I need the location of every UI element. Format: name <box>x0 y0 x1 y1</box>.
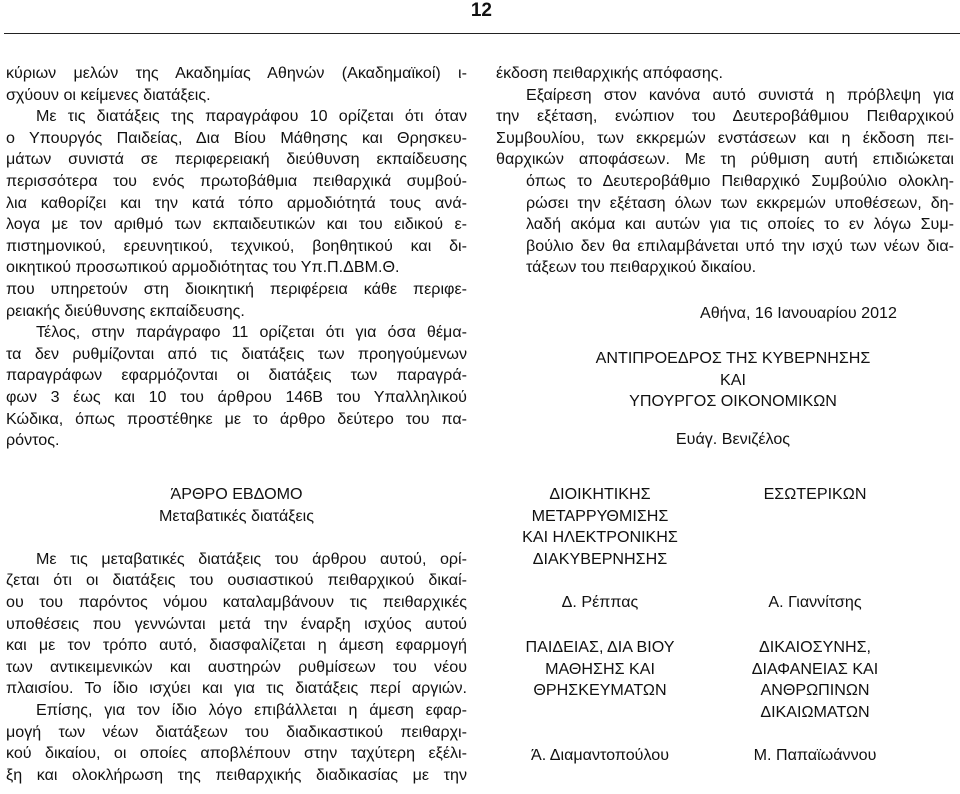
text-line: μογή των νέων διατάξεων του διαδικαστικού πειθαρχι- <box>6 722 467 741</box>
text-line: θαρχικών αποφάσεων. Με τη ρύθμιση αυτή επιδιώκεται <box>496 150 954 169</box>
text-line: υποθέσεις που γεννώνται μετά την έναρξη ισχύος αυτού <box>6 614 467 633</box>
text-line: τα δεν ρυθμίζονται από τις διατάξεις των προηγούμενων <box>6 344 467 363</box>
signature-justice <box>710 637 920 767</box>
signature-education <box>495 637 705 767</box>
text-line: ρόντος. <box>6 431 60 450</box>
signatory-title: ΔΙΚΑΙΩΜΑΤΩΝ <box>760 702 870 721</box>
text-line: Τέλος, στην παράγραφο 11 ορίζεται ότι για όσα θέμα- <box>36 323 467 342</box>
text-line: τάξεων του πειθαρχικού δικαίου. <box>526 258 757 277</box>
signatory-name: Μ. Παπαϊωάννου <box>753 745 877 764</box>
signatory-title: ΥΠΟΥΡΓΟΣ ΟΙΚΟΝΟΜΙΚΩΝ <box>629 392 837 411</box>
spacer <box>6 527 467 549</box>
signatory-title: ΔΙΑΚΥΒΕΡΝΗΣΗΣ <box>532 549 668 568</box>
signatory-title: ΠΑΙΔΕΙΑΣ, ΔΙΑ ΒΙΟΥ <box>525 638 675 656</box>
signatory-name: Α. Γιαννίτσης <box>768 592 862 611</box>
signatory-name: Ά. Διαμαντοπούλου <box>530 745 670 764</box>
spacer <box>710 506 920 592</box>
text-line: των αντικειμενικών και αυστηρών ρυθμίσεων του νέου <box>6 657 467 676</box>
text-line: βούλιο δεν θα επιλαμβάνεται υπό την ισχύ των νέων δια- <box>526 236 954 255</box>
text-line: όπως το Δευτεροβάθμιο Πειθαρχικό Συμβούλιο ολοκλη- <box>526 171 954 190</box>
text-line: λαδή ακόμα και αυτών για τις οποίες το εν λόγω Συμ- <box>526 215 954 234</box>
left-column-text <box>6 63 467 452</box>
date-place <box>700 303 960 325</box>
signature-admin-reform <box>495 484 705 614</box>
text-line: Συμβουλίου, των εκκρεμών ενστάσεων και η έκδοση πει- <box>496 128 954 147</box>
page-header <box>0 0 960 46</box>
text-line: Με τις διατάξεις της παραγράφου 10 ορίζεται ότι όταν <box>36 107 467 126</box>
text-line: περισσότερα του ενός πρωτοβάθμια πειθαρχικά συμβού- <box>6 171 467 190</box>
text-line: ο Υπουργός Παιδείας, Δια Βίου Μάθησης και Θρησκευ- <box>6 128 467 147</box>
text-line: ρειακής διεύθυνσης εκπαίδευσης. <box>6 301 245 320</box>
text-line: λογα με τον αριθμό των εκπαιδευτικών και του ειδικού ε- <box>6 215 467 234</box>
signature-interior <box>710 484 920 614</box>
header-rule <box>4 33 960 34</box>
text-line: ου του παρόντος νόμου καταλαμβάνουν τις πειθαρχικές <box>6 592 467 611</box>
page-number: 12 <box>470 0 492 21</box>
text-line: που υπηρετούν στη διοικητική περιφέρεια κάθε περιφε- <box>6 279 467 298</box>
text-line: Επίσης, για τον ίδιο λόγο επιβάλλεται η άμεση εφαρ- <box>36 700 467 719</box>
signatory-title: ΔΙΑΦΑΝΕΙΑΣ ΚΑΙ <box>751 659 879 678</box>
text-line: έκδοση πειθαρχικής απόφασης. <box>496 64 724 82</box>
text-line: Με τις μεταβατικές διατάξεις του άρθρου αυτού, ορί- <box>36 549 467 568</box>
text-line: παραγράφων εφαρμόζονται οι διατάξεις των παραγρά- <box>6 366 467 385</box>
text-line: οικητικού προσωπικού αρμοδιότητας του Υπ.Π.ΔΒΜ.Θ. <box>6 258 400 277</box>
text-line: ζεται ότι οι διατάξεις του ουσιαστικού πειθαρχικού δικαί- <box>6 571 467 590</box>
signature-deputy-pm <box>560 348 906 450</box>
text-line: σχύουν οι κείμενες διατάξεις. <box>6 85 211 104</box>
article-section <box>6 484 467 786</box>
text-line: κού δικαίου, οι οποίες αποβλέπουν στην ταχύτερη εξέλι- <box>6 744 467 763</box>
signatory-title: ΚΑΙ <box>720 370 746 389</box>
signatory-title: ΔΙΟΙΚΗΤΙΚΗΣ <box>549 485 651 503</box>
signatory-title: ΜΕΤΑΡΡΥΘΜΙΣΗΣ <box>531 506 669 525</box>
signatory-title: ΔΙΚΑΙΟΣΥΝΗΣ, <box>758 638 872 656</box>
text-line: πιστημονικού, ερευνητικού, τεχνικού, βοηθητικού και δι- <box>6 236 467 255</box>
text-line: πλαισίου. Το ίδιο ισχύει και για τις διατάξεις περί αργιών. <box>6 679 467 698</box>
signatory-name: Δ. Ρέππας <box>561 592 639 611</box>
signatory-title: ΑΝΤΙΠΡΟΕΔΡΟΣ ΤΗΣ ΚΥΒΕΡΝΗΣΗΣ <box>595 349 871 367</box>
article-subheading: Μεταβατικές διατάξεις <box>159 506 314 525</box>
text-line: Εξαίρεση στον κανόνα αυτό συνιστά η πρόβλεψη για <box>526 85 954 104</box>
text-line: και με τον τρόπο αυτό, διασφαλίζεται η άμεση εφαρμογή <box>6 636 467 655</box>
text-line: Κώδικα, όπως προστέθηκε με το άρθρο δεύτερο του πα- <box>6 409 467 428</box>
text-line: φων 3 έως και 10 του άρθρου 146Β του Υπαλληλικού <box>6 387 467 406</box>
spacer <box>710 723 920 745</box>
text-line: μάτων συνιστά σε περιφερειακή διεύθυνση εκπαίδευσης <box>6 150 467 169</box>
right-column-text <box>496 63 954 279</box>
spacer <box>495 570 705 592</box>
signatory-title: ΑΝΘΡΩΠΙΝΩΝ <box>760 681 870 700</box>
text-line: λια καθορίζει και την κατά τόπο αρμοδιότητά τους ανά- <box>6 193 467 212</box>
date-place-text: Αθήνα, 16 Ιανουαρίου 2012 <box>700 304 897 322</box>
spacer <box>495 702 705 745</box>
signatory-title: ΚΑΙ ΗΛΕΚΤΡΟΝΙΚΗΣ <box>522 528 678 547</box>
text-line: την εξέταση, ενώπιον του Δευτεροβάθμιου Πειθαρχικού <box>496 107 954 126</box>
signatory-name: Ευάγ. Βενιζέλος <box>675 429 791 448</box>
signatory-title: ΘΡΗΣΚΕΥΜΑΤΩΝ <box>533 681 667 700</box>
article-heading: ΆΡΘΡΟ ΕΒΔΟΜΟ <box>170 485 303 503</box>
text-line: ξη και ολοκλήρωση της πειθαρχικής διαδικασίας με την <box>6 765 467 784</box>
signatory-title: ΕΣΩΤΕΡΙΚΩΝ <box>763 485 867 503</box>
spacer <box>560 413 906 429</box>
text-line: ρώσει την εξέταση όλων των εκκρεμών υποθέσεων, δη- <box>526 193 954 212</box>
signatory-title: ΜΑΘΗΣΗΣ ΚΑΙ <box>545 659 655 678</box>
text-line: κύριων μελών της Ακαδημίας Αθηνών (Ακαδημαϊκοί) ι- <box>6 64 467 82</box>
